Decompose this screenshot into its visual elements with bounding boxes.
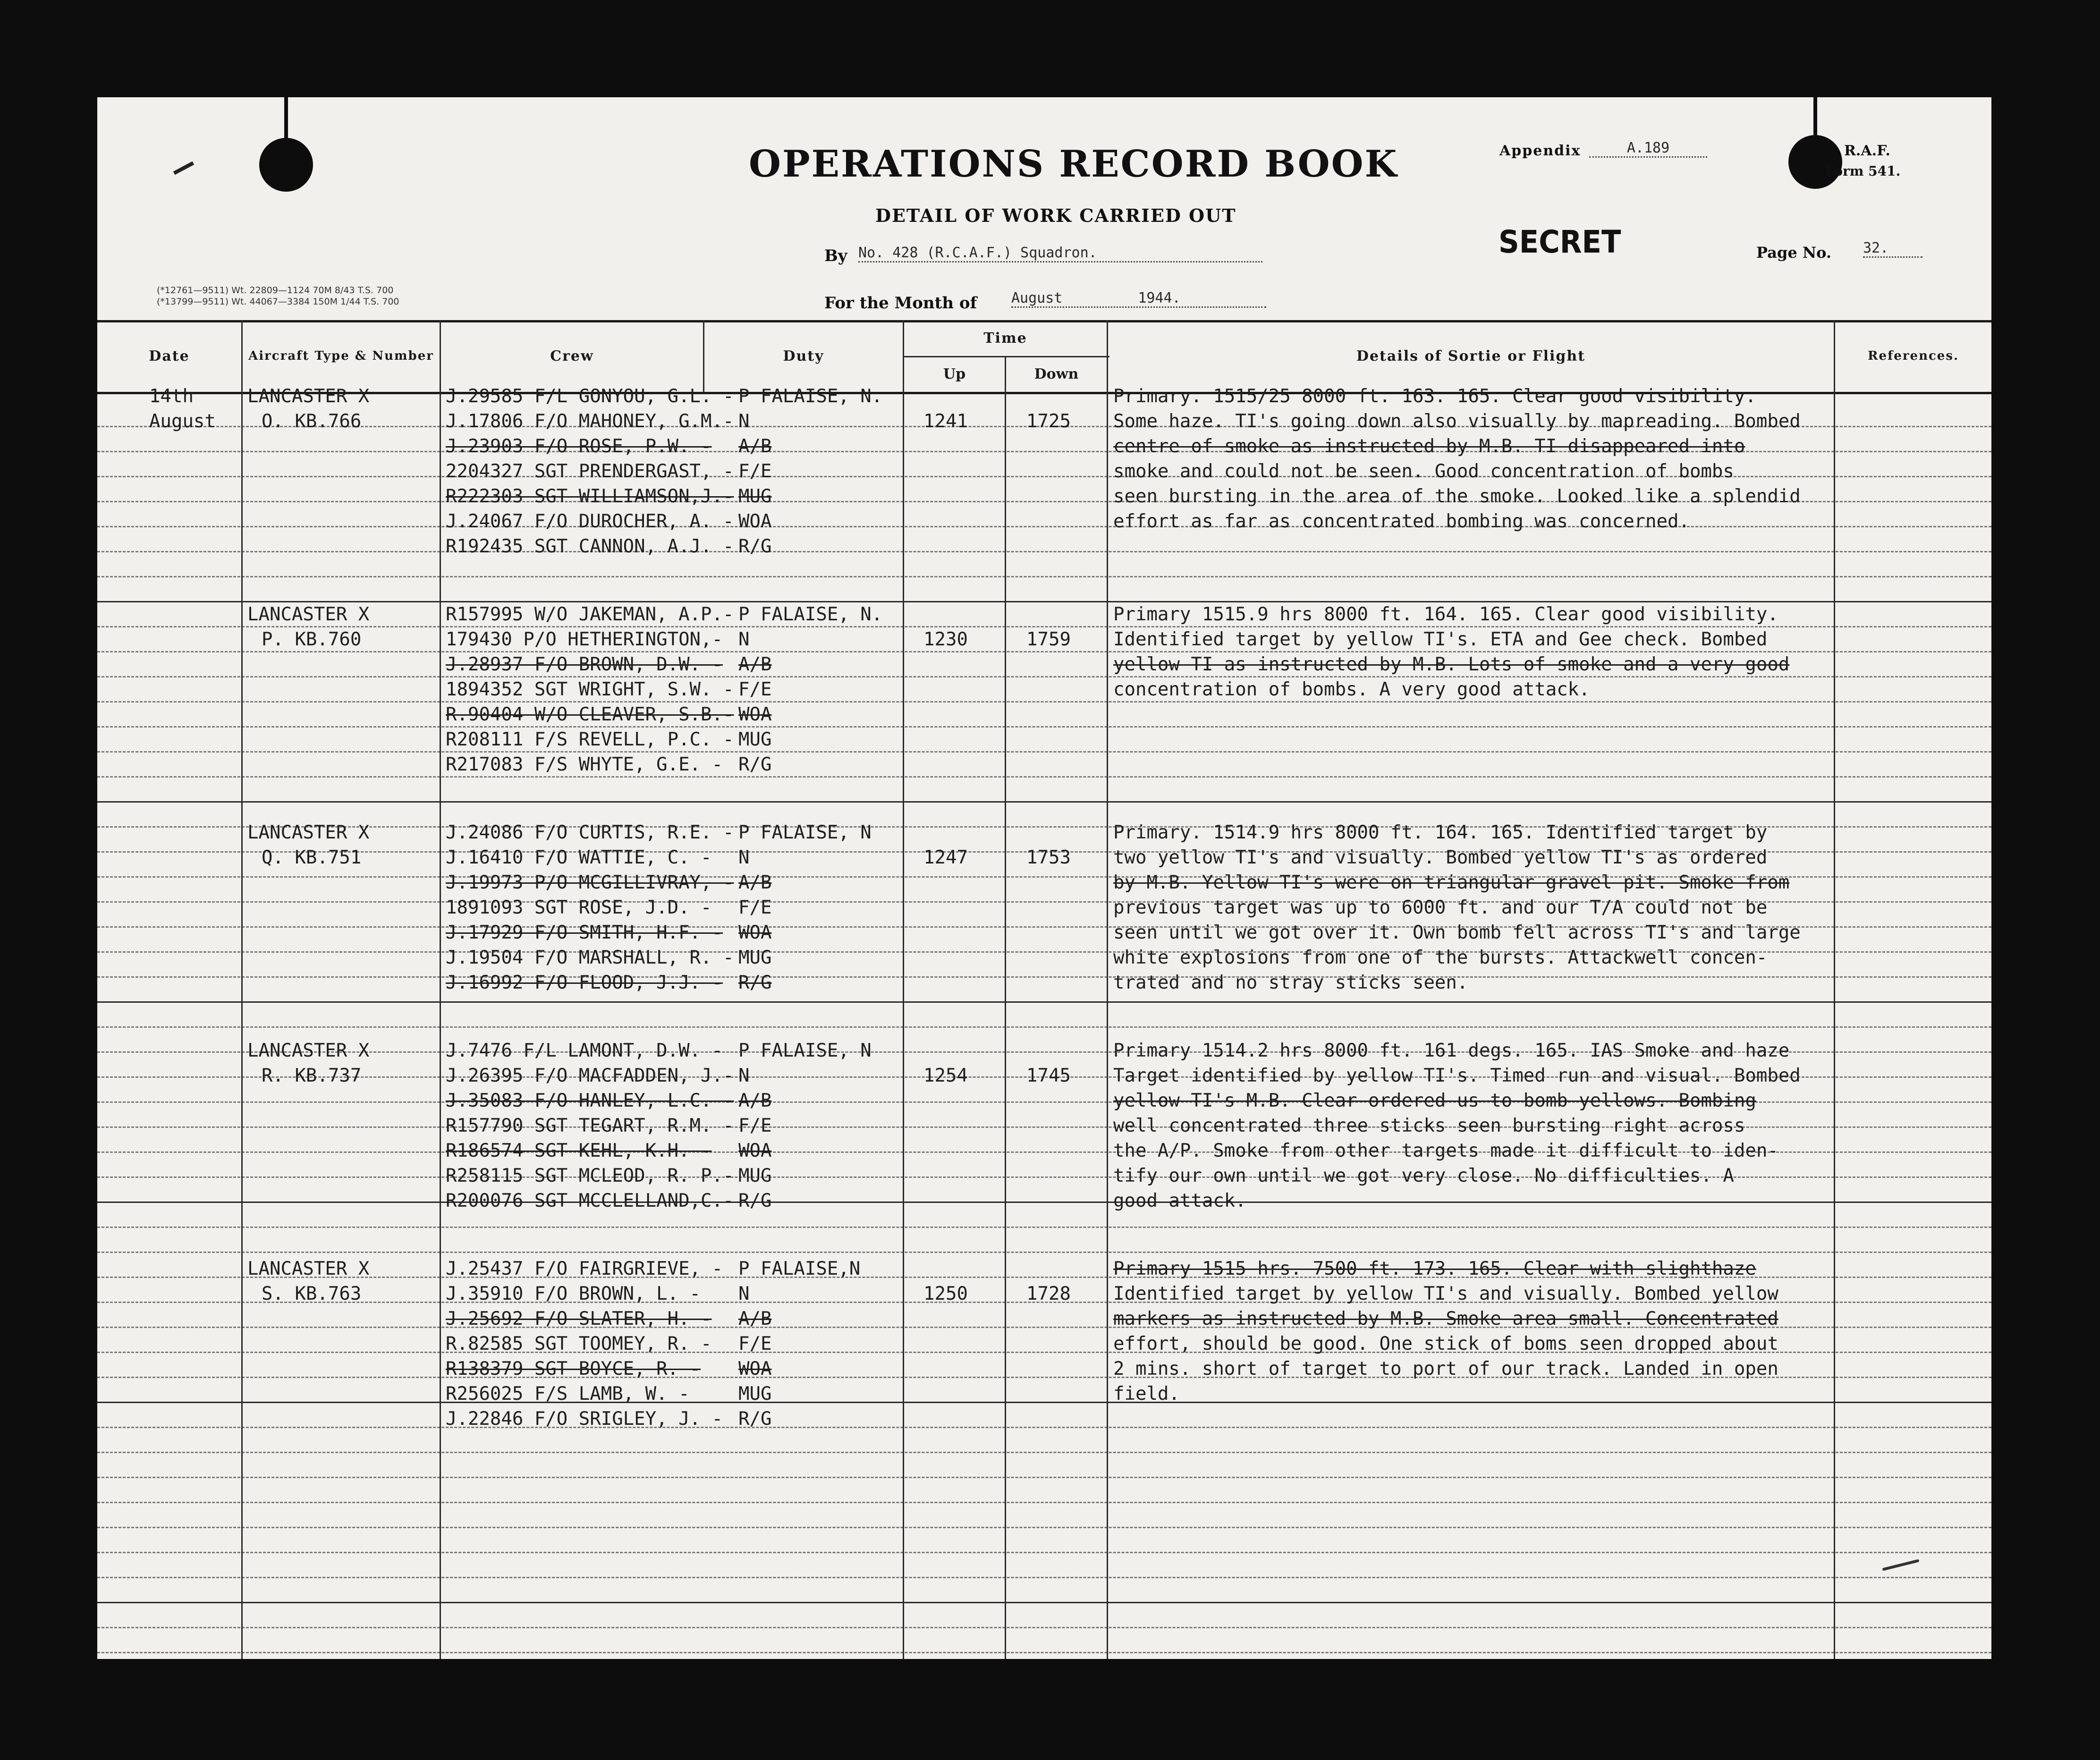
crew-duty: WOA	[738, 1358, 772, 1379]
crew-duty: MUG	[738, 729, 772, 750]
aircraft-number: P. KB.760	[262, 629, 362, 650]
crew-duty: R/G	[738, 1408, 772, 1430]
crew-duty: MUG	[738, 1383, 772, 1405]
check-mark	[1882, 1559, 1919, 1571]
print-reference-2: (*13799—9511) Wt. 44067—3384 150M 1/44 T.S. 700	[157, 296, 399, 307]
sortie-details	[1113, 1256, 1778, 1406]
detail-line: Primary 1514.2 hrs 8000 ft. 161 degs. 165. IAS Smoke and haze	[1113, 1040, 1790, 1061]
crew-row	[446, 459, 772, 484]
detail-line: field.	[1113, 1383, 1180, 1405]
crew-row	[446, 1038, 872, 1063]
detail-line: two yellow TI's and visually. Bombed yellow TI's as ordered	[1113, 847, 1768, 868]
crew-row	[446, 845, 750, 870]
entry-crew	[446, 384, 883, 559]
crew-duty: WOA	[738, 1140, 772, 1161]
crew-duty: R/G	[738, 754, 772, 775]
crew-row	[446, 727, 772, 752]
crew-row	[446, 1113, 772, 1138]
detail-line: yellow TI's M.B. Clear ordered us to bomb yellows. Bombing	[1113, 1090, 1756, 1111]
crew-member: J.28937 F/O BROWN, D.W. -	[446, 654, 723, 675]
crew-member: 179430 P/O HETHERINGTON,-	[446, 629, 723, 650]
crew-member: J.16410 F/O WATTIE, C. -	[446, 847, 712, 868]
crew-row	[446, 1381, 772, 1406]
crew-duty: R/G	[738, 536, 772, 557]
crew-member: J.35910 F/O BROWN, L. -	[446, 1283, 701, 1304]
appendix-value: A.189	[1589, 140, 1707, 158]
page-number-label: Page No.	[1756, 244, 1831, 262]
col-rule-details	[1834, 320, 1835, 1659]
detail-line: seen bursting in the area of the smoke. Looked like a splendid	[1113, 486, 1801, 507]
pen-mark	[173, 161, 194, 175]
col-header-duty: Duty	[783, 347, 824, 364]
col-header-time: Time	[983, 330, 1027, 347]
col-rule-aircraft	[440, 320, 441, 1659]
crew-member: J.19504 F/O MARSHALL, R. -	[446, 947, 734, 968]
crew-member: R157995 W/O JAKEMAN, A.P.-	[446, 604, 734, 625]
crew-row	[446, 1163, 772, 1188]
col-header-down: Down	[1034, 365, 1079, 382]
ruled-line	[97, 776, 1991, 778]
detail-line: seen until we got over it. Own bomb fell across TI's and large	[1113, 922, 1801, 943]
crew-row	[446, 752, 772, 777]
crew-duty: A/B	[738, 1308, 772, 1329]
crew-row	[446, 602, 883, 627]
detail-line: centre of smoke as instructed by M.B. TI disappeared into	[1113, 436, 1745, 457]
crew-row	[446, 1306, 772, 1331]
month-label: For the Month of	[824, 294, 977, 313]
crew-duty: F/E	[738, 897, 772, 918]
ruled-line	[97, 576, 1991, 577]
crew-duty: A/B	[738, 436, 772, 457]
entry-aircraft	[247, 1038, 369, 1088]
time-up: 1250	[923, 1283, 968, 1304]
crew-duty: P FALAISE, N	[738, 1040, 872, 1061]
detail-line: Primary 1515 hrs. 7500 ft. 173. 165. Clear with slighthaze	[1113, 1258, 1756, 1279]
detail-line: effort, should be good. One stick of boms seen dropped about	[1113, 1333, 1778, 1354]
ruled-line	[97, 1527, 1991, 1528]
print-reference-1: (*12761—9511) Wt. 22809—1124 70M 8/43 T.S. 700	[157, 285, 394, 296]
detail-line: good attack.	[1113, 1190, 1246, 1211]
detail-line: Target identified by yellow TI's. Timed run and visual. Bombed	[1113, 1065, 1801, 1086]
sortie-details	[1113, 384, 1801, 534]
col-header-date: Date	[149, 347, 190, 364]
crew-duty: MUG	[738, 1165, 772, 1186]
entry-aircraft	[247, 1256, 369, 1306]
crew-duty: N	[738, 1065, 750, 1086]
crew-duty: A/B	[738, 872, 772, 893]
time-up: 1241	[923, 411, 968, 432]
crew-row	[446, 1256, 861, 1281]
crew-row	[446, 484, 772, 509]
crew-row	[446, 702, 772, 727]
crew-row	[446, 1406, 772, 1431]
crew-member: J.19973 P/O MCGILLIVRAY, -	[446, 872, 734, 893]
crew-row	[446, 384, 883, 409]
crew-member: R.82585 SGT TOOMEY, R. -	[446, 1333, 712, 1354]
crew-duty: R/G	[738, 972, 772, 993]
ruled-line	[97, 1227, 1991, 1228]
crew-row	[446, 870, 772, 895]
detail-line: 2 mins. short of target to port of our track. Landed in open	[1113, 1358, 1778, 1379]
form-label-line2: Form 541.	[1825, 163, 1901, 179]
crew-member: 1891093 SGT ROSE, J.D. -	[446, 897, 712, 918]
crew-member: 1894352 SGT WRIGHT, S.W. -	[446, 679, 734, 700]
crew-duty: P FALAISE,N	[738, 1258, 861, 1279]
crew-duty: P FALAISE, N.	[738, 604, 883, 625]
crew-duty: WOA	[738, 922, 772, 943]
by-label: By	[824, 246, 847, 265]
ruled-line	[97, 1477, 1991, 1478]
aircraft-type: LANCASTER X	[247, 386, 370, 407]
aircraft-number: O. KB.766	[262, 411, 362, 432]
entry-crew	[446, 602, 883, 777]
crew-row	[446, 1188, 772, 1213]
crew-duty: N	[738, 411, 750, 432]
crew-row	[446, 434, 772, 459]
crew-duty: R/G	[738, 1190, 772, 1211]
crew-member: J.29585 F/L GONYOU, G.L. -	[446, 386, 734, 407]
date-line: 14th	[149, 386, 194, 407]
col-rule-duty	[903, 320, 904, 1659]
detail-line: trated and no stray sticks seen.	[1113, 972, 1468, 993]
crew-duty: A/B	[738, 1090, 772, 1111]
detail-line: Primary. 1514.9 hrs 8000 ft. 164. 165. Identified target by	[1113, 822, 1768, 843]
sortie-details	[1113, 602, 1789, 702]
crew-row	[446, 1138, 772, 1163]
detail-line: Primary 1515.9 hrs 8000 ft. 164. 165. Clear good visibility.	[1113, 604, 1778, 625]
col-header-references: References.	[1867, 349, 1959, 363]
ruled-line	[97, 551, 1991, 552]
ruled-line	[97, 751, 1991, 753]
aircraft-number: S. KB.763	[262, 1283, 362, 1304]
detail-line: smoke and could not be seen. Good concentration of bombs	[1113, 461, 1734, 482]
detail-line: Some haze. TI's going down also visually by mapreading. Bombed	[1113, 411, 1801, 432]
secret-stamp: SECRET	[1499, 224, 1621, 260]
ruled-line	[97, 1452, 1991, 1453]
crew-member: J.17806 F/O MAHONEY, G.M.-	[446, 411, 734, 432]
detail-line: the A/P. Smoke from other targets made it difficult to iden-	[1113, 1140, 1778, 1161]
binder-hole-left	[259, 138, 313, 192]
crew-member: 2204327 SGT PRENDERGAST, -	[446, 461, 734, 482]
crew-member: R200076 SGT MCCLELLAND,C.-	[446, 1190, 734, 1211]
col-header-details: Details of Sortie or Flight	[1356, 347, 1586, 364]
detail-line: previous target was up to 6000 ft. and our T/A could not be	[1113, 897, 1768, 918]
crew-member: R222303 SGT WILLIAMSON,J.-	[446, 486, 734, 507]
entry-date	[149, 384, 216, 434]
sortie-details	[1113, 820, 1801, 995]
time-down: 1728	[1026, 1283, 1071, 1304]
ruled-line	[97, 1652, 1991, 1653]
binder-hole-right	[1788, 135, 1842, 189]
crew-member: J.17929 F/O SMITH, H.F. -	[446, 922, 723, 943]
crew-row	[446, 534, 772, 559]
time-up: 1247	[923, 847, 968, 868]
detail-line: Identified target by yellow TI's and visually. Bombed yellow	[1113, 1283, 1778, 1304]
crew-duty: P FALAISE, N.	[738, 386, 883, 407]
ruled-line	[97, 1252, 1991, 1253]
crew-member: J.23903 F/O ROSE, P.W. -	[446, 436, 712, 457]
crew-row	[446, 895, 772, 920]
detail-line: effort as far as concentrated bombing was concerned.	[1113, 511, 1690, 532]
detail-line: tify our own until we got very close. No difficulties. A	[1113, 1165, 1734, 1186]
aircraft-type: LANCASTER X	[247, 604, 370, 625]
crew-member: R258115 SGT MCLEOD, R. P.-	[446, 1165, 734, 1186]
ruled-line	[97, 1502, 1991, 1503]
crew-member: R138379 SGT BOYCE, R. -	[446, 1358, 701, 1379]
crew-member: R192435 SGT CANNON, A.J. -	[446, 536, 734, 557]
crew-row	[446, 409, 750, 434]
crew-row	[446, 1063, 750, 1088]
month-name: August	[1011, 290, 1063, 306]
crew-row	[446, 509, 772, 534]
aircraft-number: Q. KB.751	[262, 847, 362, 868]
crew-member: J.26395 F/O MACFADDEN, J.-	[446, 1065, 734, 1086]
crew-member: J.25692 F/O SLATER, H. -	[446, 1308, 712, 1329]
crew-duty: N	[738, 1283, 750, 1304]
entry-aircraft	[247, 602, 369, 652]
entry-crew	[446, 1038, 872, 1213]
aircraft-type: LANCASTER X	[247, 1258, 370, 1279]
page-title: OPERATIONS RECORD BOOK	[749, 143, 1398, 186]
squadron-value: No. 428 (R.C.A.F.) Squadron.	[858, 245, 1262, 262]
entry-crew	[446, 1256, 861, 1431]
col-rule-up	[1005, 356, 1006, 1659]
ruled-line	[97, 1577, 1991, 1578]
ruled-line	[97, 726, 1991, 728]
crew-member: R217083 F/S WHYTE, G.E. -	[446, 754, 723, 775]
detail-line: by M.B. Yellow TI's were on triangular gravel pit. Smoke from	[1113, 872, 1790, 893]
ruled-line	[97, 1026, 1991, 1028]
crew-duty: F/E	[738, 1115, 772, 1136]
time-up: 1254	[923, 1065, 968, 1086]
sortie-table	[97, 320, 1991, 1659]
page-subtitle: DETAIL OF WORK CARRIED OUT	[875, 205, 1236, 226]
crew-duty: MUG	[738, 486, 772, 507]
detail-line: Identified target by yellow TI's. ETA and Gee check. Bombed	[1113, 629, 1768, 650]
form-label-line1: R.A.F.	[1844, 143, 1890, 159]
detail-line: Primary. 1515/25 8000 ft. 163. 165. Clear good visibility.	[1113, 386, 1756, 407]
crew-row	[446, 945, 772, 970]
crew-row	[446, 1088, 772, 1113]
entry-crew	[446, 820, 872, 995]
crew-row	[446, 920, 772, 945]
col-rule-time	[1107, 320, 1108, 1659]
crew-duty: P FALAISE, N	[738, 822, 872, 843]
crew-duty: MUG	[738, 947, 772, 968]
aircraft-number: R. KB.737	[262, 1065, 362, 1086]
crew-duty: WOA	[738, 704, 772, 725]
crew-duty: F/E	[738, 679, 772, 700]
detail-line: concentration of bombs. A very good attack.	[1113, 679, 1590, 700]
crew-row	[446, 627, 750, 652]
crew-duty: N	[738, 847, 750, 868]
crew-duty: F/E	[738, 461, 772, 482]
time-up: 1230	[923, 629, 968, 650]
ruled-line	[97, 1627, 1991, 1628]
crew-member: J.7476 F/L LAMONT, D.W. -	[446, 1040, 723, 1061]
crew-row	[446, 970, 772, 995]
col-rule-date	[241, 320, 243, 1659]
ruled-line	[97, 1552, 1991, 1553]
month-value	[1011, 290, 1266, 308]
crew-duty: N	[738, 629, 750, 650]
entry-aircraft	[247, 820, 369, 870]
crew-duty: WOA	[738, 511, 772, 532]
crew-row	[446, 677, 772, 702]
crew-row	[446, 1281, 750, 1306]
crew-member: J.35083 F/O HANLEY, L.C. -	[446, 1090, 734, 1111]
detail-line: yellow TI as instructed by M.B. Lots of smoke and a very good	[1113, 654, 1790, 675]
ruled-line	[97, 1001, 1991, 1003]
ruled-line	[97, 801, 1991, 803]
col-header-aircraft: Aircraft Type & Number	[248, 349, 434, 363]
sortie-details	[1113, 1038, 1801, 1213]
detail-line: markers as instructed by M.B. Smoke area small. Concentrated	[1113, 1308, 1778, 1329]
detail-line: white explosions from one of the bursts. Attackwell concen-	[1113, 947, 1768, 968]
crew-member: R186574 SGT KEHL, K.H. -	[446, 1140, 712, 1161]
time-down: 1725	[1026, 411, 1071, 432]
crew-member: R157790 SGT TEGART, R.M. -	[446, 1115, 734, 1136]
crew-duty: F/E	[738, 1333, 772, 1354]
crew-member: R.90404 W/O CLEAVER, S.B.-	[446, 704, 734, 725]
record-sheet	[97, 97, 1991, 1659]
crew-member: J.25437 F/O FAIRGRIEVE, -	[446, 1258, 723, 1279]
time-down: 1745	[1026, 1065, 1071, 1086]
aircraft-type: LANCASTER X	[247, 822, 370, 843]
crew-member: R208111 F/S REVELL, P.C. -	[446, 729, 734, 750]
ruled-line	[97, 1602, 1991, 1603]
crew-member: J.24086 F/O CURTIS, R.E. -	[446, 822, 734, 843]
crew-row	[446, 652, 772, 677]
crew-member: J.22846 F/O SRIGLEY, J. -	[446, 1408, 723, 1430]
date-line: August	[149, 411, 216, 432]
time-down: 1753	[1026, 847, 1071, 868]
crew-row	[446, 1356, 772, 1381]
crew-row	[446, 1331, 772, 1356]
crew-duty: A/B	[738, 654, 772, 675]
col-header-up: Up	[943, 365, 966, 382]
crew-member: R256025 F/S LAMB, W. -	[446, 1383, 690, 1405]
aircraft-type: LANCASTER X	[247, 1040, 370, 1061]
detail-line: well concentrated three sticks seen bursting right across	[1113, 1115, 1745, 1136]
crew-member: J.24067 F/O DUROCHER, A. -	[446, 511, 734, 532]
ruled-line	[97, 1427, 1991, 1428]
appendix-label: Appendix	[1499, 143, 1581, 159]
page-number-value: 32.	[1863, 240, 1922, 258]
year-value: 1944.	[1138, 290, 1181, 306]
crew-member: J.16992 F/O FLOOD, J.J. -	[446, 972, 723, 993]
col-header-crew: Crew	[550, 347, 594, 364]
entry-aircraft	[247, 384, 369, 434]
crew-row	[446, 820, 872, 845]
time-down: 1759	[1026, 629, 1071, 650]
